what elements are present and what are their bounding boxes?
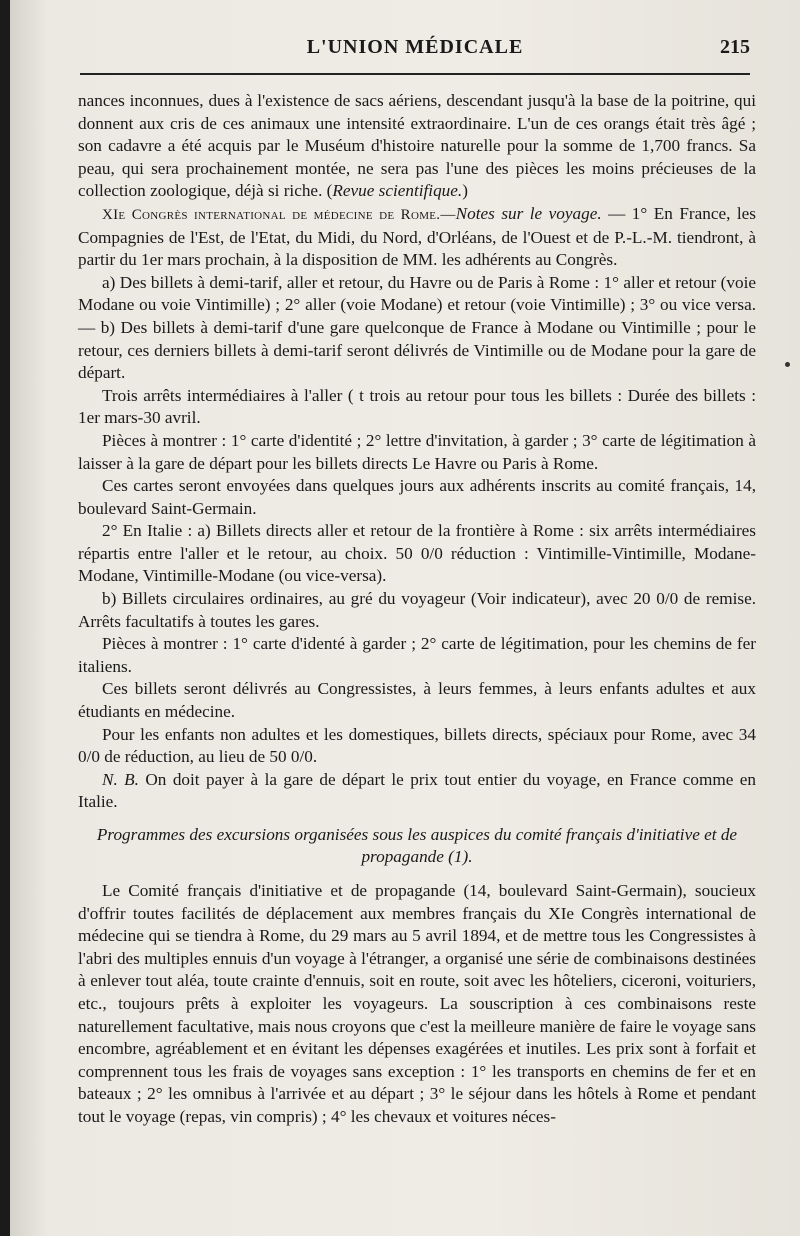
- paragraph-text: On doit payer à la gare de départ le prix tout entier du voyage, en France comme en Italie.: [78, 769, 756, 812]
- paragraph-text: nances inconnues, dues à l'existence de sacs aériens, descendant jusqu'à la base de la poitrine, qui donnent aux cris de ces animaux une intensité extraordinaire. L'un de ces orangs était très âgé ; son cadavre a été acquis par le Muséum d'histoire naturelle pour la somme de 1,700 francs. Sa peau, qui sera prochainement montée, ne sera pas l'une des pièces les moins précieuses de la collection zoologique, déjà si riche. (: [78, 91, 756, 201]
- paragraph: [78, 90, 756, 203]
- notes-heading: Notes sur le voyage.: [455, 203, 602, 223]
- article-body: [78, 90, 756, 1129]
- paragraph: b) Billets circulaires ordinaires, au gré du voyageur (Voir indicateur), avec 20 0/0 de remise. Arrêts facultatifs à toutes les gares.: [78, 589, 756, 631]
- congress-heading: XIe Congrès international de médecine de Rome.—: [102, 206, 456, 223]
- paragraph: [78, 203, 756, 272]
- page-header: [70, 36, 760, 76]
- paragraph: a) Des billets à demi-tarif, aller et retour, du Havre ou de Paris à Rome : 1° aller et retour (voie Modane ou voie Vintimille) ; 2° aller (voie Modane) et retour (voie Vintimille) ; 3° ou vice versa. — b) Des billets à demi-tarif d'une gare quelconque de France à Modane ou Vintimille ; pour le retour, ces derniers billets à demi-tarif seront délivrés de Vintimille ou de Modane pour la gare de départ.: [78, 272, 756, 383]
- section-title: Programmes des excursions organisées sous les auspices du comité français d'initiative et de propagande (1).: [96, 825, 738, 866]
- paragraph: Le Comité français d'initiative et de propagande (14, boulevard Saint-Germain), soucieux d'offrir toutes facilités de déplacement aux membres français du XIe Congrès international de médecine qui se tiendra à Rome, du 29 mars au 5 avril 1894, et de mettre tous les Congressistes à l'abri des multiples ennuis d'un voyage à l'étranger, a organisé une série de combinaisons destinées à enlever tout aléa, toute crainte d'ennuis, soit en route, soit avec les hôteliers, ciceroni, voituriers, etc., toujours prêts à exploiter les voyageurs. La souscription à ces combinaisons reste naturellement facultative, mais nous croyons que c'est la meilleure manière de faire le voyage sans encombre, agréablement et en évitant les dépenses exagérées et inutiles. Les prix sont à forfait et comprennent tous les frais de voyages sans exception : 1° les transports en chemins de fer et en bateaux ; 2° les omnibus à l'arrivée et au départ ; 3° le séjour dans les hôtels à Rome et pendant tout le voyage (repas, vin compris) ; 4° les chevaux et voitures néces-: [78, 881, 756, 1126]
- header-rule: [80, 73, 750, 75]
- margin-dot: [785, 362, 790, 367]
- page-number: 215: [720, 36, 750, 58]
- paragraph: Pour les enfants non adultes et les domestiques, billets directs, spéciaux pour Rome, avec 34 0/0 de réduction, au lieu de 50 0/0.: [78, 724, 756, 767]
- source-citation: Revue scientifique.: [332, 181, 463, 201]
- paragraph: Pièces à montrer : 1° carte d'identé à garder ; 2° carte de légitimation, pour les chemins de fer italiens.: [78, 634, 756, 676]
- paragraph: [78, 769, 756, 814]
- paragraph: Pièces à montrer : 1° carte d'identité ; 2° lettre d'invitation, à garder ; 3° carte de légitimation à laisser à la gare de départ pour les billets directs Le Havre ou Paris à Rome.: [78, 430, 756, 473]
- nota-bene: N. B.: [102, 769, 139, 789]
- paragraph: 2° En Italie : a) Billets directs aller et retour de la frontière à Rome : six arrêts intermédiaires répartis entre l'aller et le retour, au choix. 50 0/0 réduction : Vintimille-Vintimille, Modane-Modane, Vintimille-Modane (ou vice-versa).: [78, 521, 756, 586]
- paragraph-text: ): [462, 181, 468, 201]
- running-title: L'UNION MÉDICALE: [306, 36, 524, 58]
- paragraph: Ces cartes seront envoyées dans quelques jours aux adhérents inscrits au comité français, 14, boulevard Saint-Germain.: [78, 476, 756, 518]
- paragraph-text: — 1° En France, les Compagnies de l'Est, de l'Etat, du Midi, du Nord, d'Orléans, de l'Ouest et de P.-L.-M. tiendront, à partir du 1er mars prochain, à la disposition de MM. les adhérents au Congrès.: [78, 203, 756, 270]
- paragraph: Ces billets seront délivrés au Congressistes, à leurs femmes, à leurs enfants adultes et aux étudiants en médecine.: [78, 679, 756, 722]
- paragraph: Trois arrêts intermédiaires à l'aller ( t trois au retour pour tous les billets : Durée des billets : 1er mars-30 avril.: [78, 385, 756, 428]
- scan-edge: [0, 0, 10, 1236]
